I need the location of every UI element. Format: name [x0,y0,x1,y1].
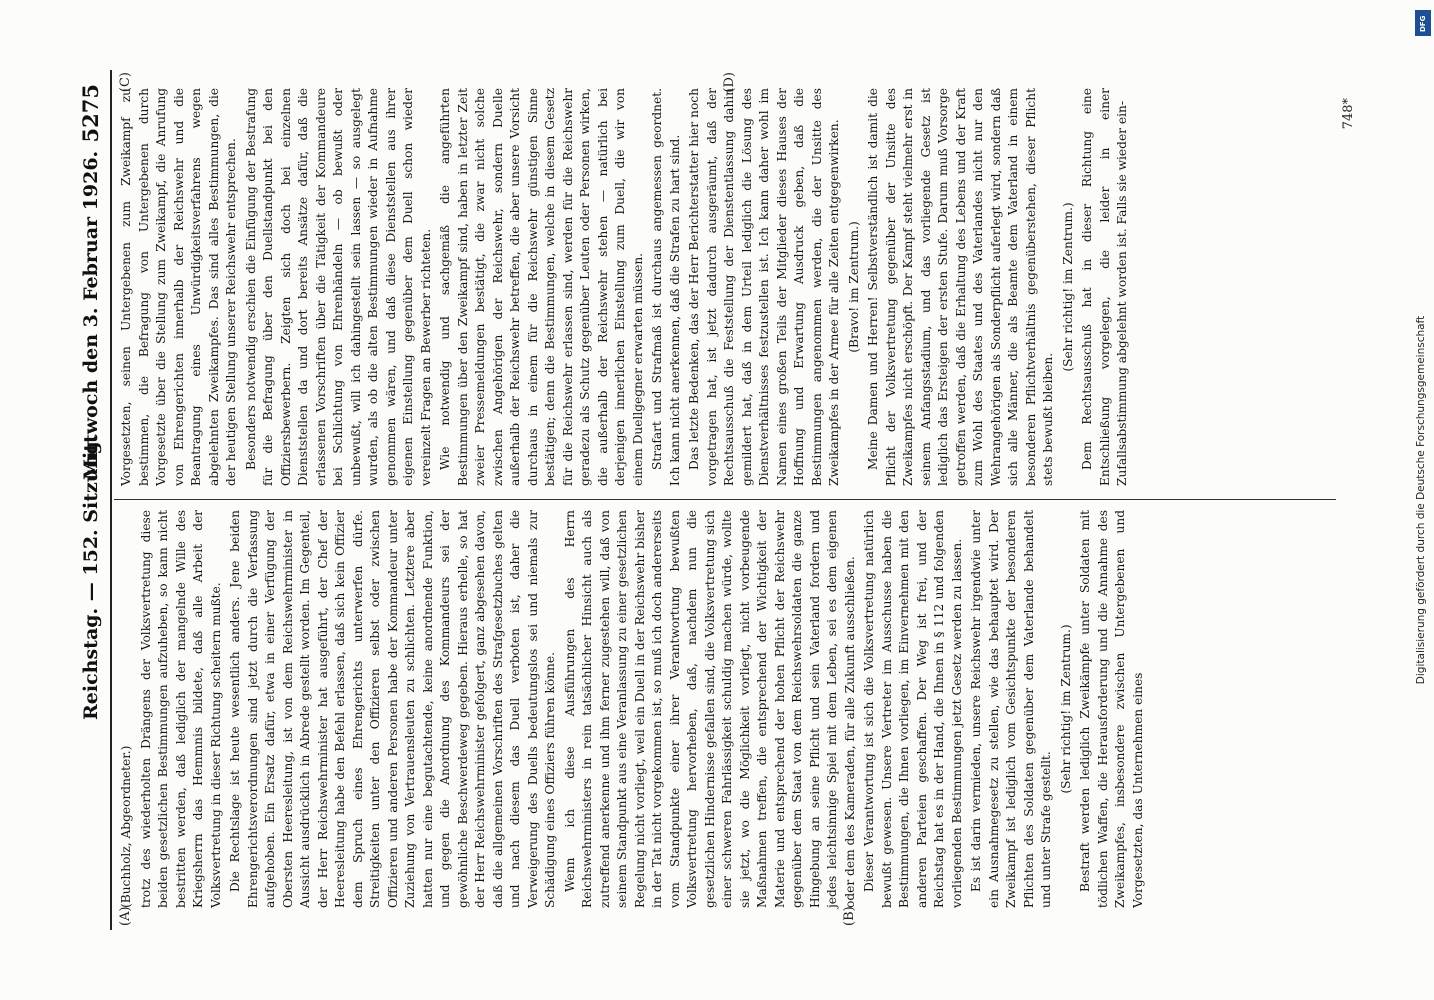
paragraph: Vorgesetzten, seinen Untergebenen zum Zweikampf zu bestimmen, die Befragung von Untergebenen durch Vorgesetzte über die Stellung zum Zweikampf, die Anrufung von Ehrengerichten innerhalb der Reichswehr und die Beantragung eines Unwürdigkeitsverfahrens wegen abgelehnten Zweikampfes. Das sind alles Bestimmungen, die der heutigen Stellung unserer Reichswehr entsprechen. [119,88,238,486]
paragraph: Bestraft werden lediglich Zweikämpfe unter Soldaten mit tödlichen Waffen, die Herausforderung und die Annahme des Zweikampfes, insbesondere zwischen Untergebenen und Vorgesetzten, das Unternehmen eines [1078,510,1145,908]
paragraph: Wie notwendig und sachgemäß die angeführten Bestimmungen über den Zweikampf sind, haben in letzter Zeit zweier Pressemeldungen bestätigt, die zwar nicht solche zwischen Angehörigen der Reichswehr, sondern Duelle außerhalb der Reichswehr betreffen, die aber unsere Vorsicht durchaus in einem für die Reichswehr günstigen Sinne bestätigen; denn die Bestimmungen, welche in diesem Gesetz für die Reichswehr erlassen sind, werden für die Reichswehr geradezu als Schutz gegenüber Leuten oder Personen wirken, die außerhalb der Reichswehr stehen — natürlich bei derjenigen innerlichen Einstellung zum Duell, die wir von einem Duellgegner erwarten müssen. [438,88,645,486]
paragraph: Wenn ich diese Ausführungen des Herrn Reichswehrministers in rein tatsächlicher Hinsicht auch als zutreffend anerkenne und ihm ferner zugestehen will, daß von seinem Standpunkt aus eine Veranlassung zu einer gesetzlichen Regelung nicht vorliegt, weil ein Duell in der Reichswehr bisher in der Tat nicht vorgekommen ist, so muß ich doch andererseits vom Standpunkte einer ihrer Verantwortung bewußten Volksvertretung hervorheben, daß, nachdem nun die gesetzlichen Hindernisse gefallen sind, die Volksvertretung sich einer schweren Fahrlässigkeit schuldig machen würde, wollte sie jetzt, wo die Möglichkeit vorliegt, nicht vorbeugende Maßnahmen treffen, die entsprechend der Wichtigkeit der Materie und entsprechend der hohen Pflicht der Reichswehr gegenüber dem Staat von dem Reichswehrsoldaten die ganze Hingebung an seine Pflicht und sein Vaterland fordern und jedes leichtsinnige Spiel mit dem Leben, sei es dem eigenen oder dem des Kameraden, für alle Zukunft ausschließen. [562,510,857,908]
paragraph: Dem Rechtsausschuß hat in dieser Richtung eine Entschließung vorgelegen, die leider in einer Zufallsabstimmung abgelehnt worden ist. Falls sie wieder ein- [1080,88,1129,486]
digitization-credit: Digitalisierung gefördert durch die Deutsche Forschungsgemeinschaft [1415,315,1427,685]
right-column [118,88,1134,486]
speaker-line: (Buchholz, Abgeordneter.) [119,745,133,908]
interjection: (Sehr richtig! im Zentrum.) [1060,202,1075,372]
margin-marker-b: (B) [842,906,857,926]
dfg-logo-icon [1415,10,1431,36]
left-column [118,510,1149,908]
page-number: 5275 [78,84,103,143]
margin-marker-d: (D) [722,72,737,93]
paragraph: Das letzte Bedenken, das der Herr Berichterstatter hier noch vorgetragen hat, ist jetzt dadurch ausgeräumt, daß der Rechtsausschuß die Feststellung der Dienstentlassung dahin gemildert hat, daß in dem Urteil lediglich die Lösung des Dienstverhältnisses festzustellen ist. Ich kann daher wohl im Namen eines großen Teils der Mitglieder dieses Hauses der Hoffnung und Erwartung Ausdruck geben, daß die Bestimmungen angenommen werden, die der Unsitte des Zweikampfes in der Armee für alle Zeiten entgegenwirken. [687,88,841,486]
dfg-logo-text: DFG [1419,15,1427,32]
paragraph: Die Rechtslage ist heute wesentlich anders. Jene beiden Ehrengerichtsverordnungen sind jetzt durch die Verfassung aufgehoben. Ein Ersatz dafür, etwa in einer Verfügung der Obersten Heeresleitung, ist von dem Reichswehrminister in Aussicht ausdrücklich in Abrede gestellt worden. Im Gegenteil, der Herr Reichswehrminister hat ausgeführt, der Chef der Heeresleitung habe den Befehl erlassen, daß sich kein Offizier dem Spruch eines Ehrengerichts unterwerfen dürfe. Streitigkeiten unter den Offizieren selbst oder zwischen Offizieren und anderen Personen habe der Kommandeur unter Zuziehung von Vertrauensleuten zu schlichten. Letztere aber hatten nur eine begutachtende, keine anordnende Funktion, und gegen die Anordnung des Kommandeurs sei der gewöhnliche Beschwerdeweg gegeben. Hieraus erhelle, so hat der Herr Reichswehrminister gefolgert, ganz abgesehen davon, daß die allgemeinen Vorschriften des Strafgesetzbuches gelten und nach diesem das Duell verboten ist, daher die Verweigerung des Duells bedeutungslos sei und niemals zur Schädigung eines Offiziers führen könne. [228,510,557,908]
header-left: Reichstag. — 152. Sitzung. [80,434,102,720]
page-header [72,70,112,930]
margin-marker-a: (A) [118,906,133,926]
header-right: Mittwoch den 3. Februar 1926. [80,150,102,480]
interjection: (Sehr richtig! im Zentrum.) [1058,624,1073,794]
interjection: (Bravo! im Zentrum.) [846,221,861,353]
signature-mark: 748* [1341,98,1356,130]
paragraph: Besonders notwendig erschien die Einfügung der Bestrafung für die Befragung über den Duellstandpunkt bei den Offiziersbewerbern. Zeigten sich doch bei einzelnen Dienststellen da und dort bereits Ansätze dafür, daß die erlassenen Vorschriften über die Tätigkeit der Kommandeure bei Schlichtung von Ehrenhändeln — ob bewußt oder unbewußt, will ich dahingestellt sein lassen — so ausgelegt wurden, als ob die alten Bestimmungen wieder in Aufnahme genommen wären, und daß diese Dienststellen aus ihrer eigenen Einstellung gegenüber dem Duell schon wieder vereinzelt Fragen an Bewerber richteten. [243,88,433,486]
rotated-page-content [72,70,1362,930]
header-rule [110,70,112,930]
paragraph: Es ist darin vermieden, unsere Reichswehr irgendwie unter ein Ausnahmegesetz zu stellen, wie das behauptet wird. Der Zweikampf ist lediglich vom Gesichtspunkte der besonderen Pflichten des Soldaten gegenüber dem Vaterlande behandelt und unter Strafe gestellt. [969,510,1053,908]
paragraph: Dieser Verantwortung ist sich die Volksvertretung natürlich bewußt gewesen. Unsere Vertreter im Ausschusse haben die Bestimmungen, die Ihnen vorliegen, im Einvernehmen mit den anderen Parteien geschaffen. Der Weg ist frei, und der Reichstag hat es in der Hand, die Ihnen in § 112 und folgenden vorliegenden Bestimmungen jetzt Gesetz werden zu lassen. [862,510,964,908]
column-divider [114,499,1336,500]
margin-marker-c: (C) [118,72,133,93]
paragraph: trotz des wiederholten Drängens der Volksvertretung diese beiden gesetzlichen Bestimmungen aufzuheben, so kann nicht bestritten werden, daß lediglich der mangelnde Wille des Kriegsherrn das Hemmnis bildete, daß alle Arbeit der Volksvertretung in dieser Richtung scheitern mußte. [138,510,223,908]
paragraph: Strafart und Strafmaß ist durchaus angemessen geordnet. Ich kann nicht anerkennen, daß die Strafen zu hart sind. [650,88,682,486]
paragraph: Meine Damen und Herren! Selbstverständlich ist damit die Pflicht der Volksvertretung gegenüber der Unsitte des Zweikampfes nicht erschöpft. Der Kampf steht vielmehr erst in seinem Anfangsstadium, und das vorliegende Gesetz ist lediglich das Ersteigen der ersten Stufe. Darum muß Vorsorge getroffen werden, daß die Erhaltung des Lebens und der Kraft zum Wohl des Staates und des Vaterlandes nicht nur den Wehrangehörigen als Sonderpflicht auferlegt wird, sondern daß sich alle Männer, die als Beamte dem Vaterland in einem besonderen Pflichtverhältnis gegenüberstehen, dieser Pflicht stets bewußt bleiben. [866,88,1055,486]
